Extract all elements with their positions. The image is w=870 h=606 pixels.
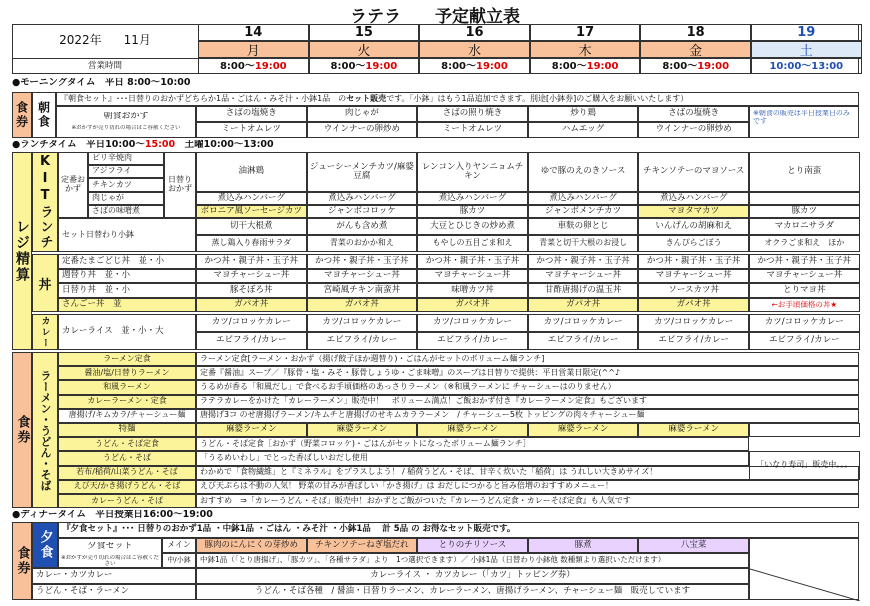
day-of-week: 水 xyxy=(419,41,530,58)
hours-start: 8:00～ xyxy=(662,60,698,72)
month-text: 11月 xyxy=(123,33,151,48)
tokusei-dish: 麻婆ラーメン xyxy=(196,423,307,437)
noodle-side-label: ラーメン・うどん・そば xyxy=(32,352,58,508)
tokusei-dish: 麻婆ラーメン xyxy=(307,423,418,437)
don-dish: かつ丼・親子丼・玉子丼 xyxy=(307,254,418,269)
kit-lunch-label: KITランチ xyxy=(32,152,58,252)
lunch-section-red: 15:00 xyxy=(144,140,176,150)
morning-set-bold: セット販売 xyxy=(346,93,387,103)
curry-dish-1: カツ/コロッケカレー xyxy=(417,314,528,332)
noodle-label: カレーうどん・そば xyxy=(58,494,196,508)
don-dish: とりマヨ丼 xyxy=(749,283,860,298)
kit-sub-dish-1: 煮込みハンバーグ xyxy=(528,192,639,205)
dinner-section-title: ●ディナータイム 平日授業日16:00～19:00 xyxy=(12,510,213,520)
day-date: 18 xyxy=(640,24,751,41)
kobachi-label: セット日替わり小鉢 xyxy=(58,218,196,252)
dinner-set-text: 『夕食セット』･･･ 日替りのおかず1品 ・中鉢1品 ・ごはん ・みそ汁 ・小鉢1品 計 5品 の お得なセット販売です。 xyxy=(58,522,859,538)
noodle-side-ticket: 食券 xyxy=(12,352,32,508)
morning-set-tail: です。「小鉢」はもう1品追加できます。別途[小鉢券]のご購入をお願いいたします） xyxy=(386,93,689,103)
don-dish: マヨチャーシュー丼 xyxy=(638,269,749,284)
dinner-main-dish: とりのチリソース xyxy=(417,538,528,553)
tokusei-label: 特麺 xyxy=(58,423,196,437)
teiban-item: さばの味噌煮 xyxy=(88,205,164,218)
hours-label: 営業時間 xyxy=(12,58,198,74)
teiban-item: チキンカツ xyxy=(88,178,164,191)
don-label: 日替り丼 並・小 xyxy=(58,283,196,298)
don-dish: 宮崎風チキン南蛮丼 xyxy=(307,283,418,298)
noodle-desc: 「うるめいわし」でとった香ばしいおだし使用 xyxy=(196,451,749,465)
noodle-desc: ラーメン定食[ラーメン・おかず（揚げ餃子ほか週替り)・ごはんがセットのボリューム麺ランチ] xyxy=(196,352,859,366)
dinner-label-note: ※おかずが売り切れの場合はご容赦ください xyxy=(60,554,160,567)
day-date: 15 xyxy=(309,24,420,41)
noodle-grid xyxy=(58,352,859,508)
kobachi-1: がんも含め煮 xyxy=(307,218,418,235)
kit-main-dish: ジューシーメンチカツ/麻婆豆腐 xyxy=(307,152,418,192)
dinner-sub-text: 中鉢1品（「とり唐揚げ」、「豚カツ」、「各種サラダ」より 1つ選択できます）／ 小鉢1品（日替わり小鉢他 数種類より選択いただけます） xyxy=(196,553,749,568)
don-dish: 味噌カツ丼 xyxy=(417,283,528,298)
morning-dish-1: さばの塩焼き xyxy=(196,106,307,122)
kit-sub-dish-2: 豚カツ xyxy=(417,205,528,218)
kit-sub-dish-1: 煮込みハンバーグ xyxy=(196,192,307,205)
curry-label: カレーライス 並・小・大 xyxy=(58,314,196,350)
kobachi-1: 切干大根煮 xyxy=(196,218,307,235)
curry-dish-2: エビフライ/カレー xyxy=(749,332,860,350)
day-hours xyxy=(640,58,751,74)
lunch-section-part1: ●ランチタイム 平日10:00～ xyxy=(12,140,145,150)
don-dish: ガパオ丼 xyxy=(638,298,749,313)
don-dish: かつ丼・親子丼・玉子丼 xyxy=(528,254,639,269)
curry-dish-2: エビフライ/カレー xyxy=(528,332,639,350)
morning-set-main: 『朝食セット』･･･日替りのおかずどちらか1品・ごはん・みそ汁・小鉢1品 の xyxy=(60,93,347,103)
page-title: ラテラ 予定献立表 xyxy=(350,7,520,27)
noodle-desc: うどん・そば定食［おかず（野菜コロッケ)・ごはんがセットになったボリューム麺ランチ］ xyxy=(196,437,749,451)
curry-dish-1: カツ/コロッケカレー xyxy=(528,314,639,332)
hours-end: 19:00 xyxy=(476,60,508,72)
day-date: 17 xyxy=(530,24,641,41)
dinner-main-dish: チキンソテーねぎ塩だれ xyxy=(307,538,418,553)
higawari-label: 日替りおかず xyxy=(164,152,196,218)
morning-section-title: ●モーニングタイム 平日 8:00～10:00 xyxy=(12,78,191,88)
curry-dish-2: エビフライ/カレー xyxy=(638,332,749,350)
noodle-desc: わかめで「食物繊維」と『ミネラル』をプラスしよう！ / 稲荷うどん・そば、甘辛く炊いた「稲荷」は うれしい大きめサイズ！ xyxy=(196,466,859,480)
dinner-side-label: 夕食 xyxy=(32,522,58,568)
noodle-desc: おすすめ ⇒「カレーうどん・そば」販売中！おかずとご飯がついた『カレーうどん定食・カレーそば定食』も人気です xyxy=(196,494,859,508)
noodle-label: うどん・そば xyxy=(58,451,196,465)
morning-note-cell xyxy=(749,106,859,138)
kobachi-2: 蒸し鶏入り春雨サラダ xyxy=(196,235,307,252)
hours-start: 8:00～ xyxy=(551,60,587,72)
day-of-week: 火 xyxy=(309,41,420,58)
saturday-closed-diagonal xyxy=(750,539,860,601)
don-dish: 豚そぼろ丼 xyxy=(196,283,307,298)
don-dish: ←お手頃価格の丼★ xyxy=(749,298,860,313)
hours-start: 8:00～ xyxy=(330,60,366,72)
day-columns xyxy=(198,24,859,74)
kit-main-dish: とり南蛮 xyxy=(749,152,860,192)
noodle-label: カレーラーメン・定食 xyxy=(58,395,196,409)
curry-dish-1: カツ/コロッケカレー xyxy=(638,314,749,332)
don-dish: かつ丼・親子丼・玉子丼 xyxy=(417,254,528,269)
don-dish: かつ丼・親子丼・玉子丼 xyxy=(196,254,307,269)
noodle-label: ラーメン定食 xyxy=(58,352,196,366)
teiban-item: 肉じゃが xyxy=(88,192,164,205)
dinner-label: 夕食セット xyxy=(87,542,133,551)
don-label: 定番たまごどじ丼 並・小 xyxy=(58,254,196,269)
dinner-mains xyxy=(196,538,749,553)
kobachi-2: もやしの五目ごま和え xyxy=(417,235,528,252)
don-dish: 甘酢唐揚げの温玉丼 xyxy=(528,283,639,298)
dinner-main-label: メイン xyxy=(162,538,196,553)
curry-dish-2: エビフライ/カレー xyxy=(196,332,307,350)
noodle-label: 若布/稲荷/山菜うどん・そば xyxy=(58,466,196,480)
don-dish: マヨチャーシュー丼 xyxy=(417,269,528,284)
dinner-main-dish: 八宝菜 xyxy=(638,538,749,553)
don-dish: ガパオ丼 xyxy=(196,298,307,313)
don-dish: かつ丼・親子丼・玉子丼 xyxy=(749,254,860,269)
hours-end: 19:00 xyxy=(586,60,619,72)
tokusei-dish: 麻婆ラーメン xyxy=(528,423,639,437)
inari-note: 「いなり寿司」販売中。。。 xyxy=(749,451,860,479)
day-hours xyxy=(419,58,530,74)
kobachi-2: オクラごま和え ほか xyxy=(749,235,860,252)
curry-dish-1: カツ/コロッケカレー xyxy=(749,314,860,332)
kobachi-2: きんぴらごぼう xyxy=(638,235,749,252)
don-dish: マヨチャーシュー丼 xyxy=(196,269,307,284)
day-date: 19 xyxy=(751,24,862,41)
morning-side-ticket: 食券 xyxy=(12,92,32,138)
morning-grid xyxy=(196,106,749,138)
kit-main-dish: 油淋鶏 xyxy=(196,152,307,192)
noodle-label: えび天/かき揚げうどん・そば xyxy=(58,480,196,494)
kit-main-dish: ゆで豚のえのきソース xyxy=(528,152,639,192)
day-hours xyxy=(530,58,641,74)
morning-set-text xyxy=(56,92,859,106)
kobachi-2: 青菜のおかか和え xyxy=(307,235,418,252)
don-dish: マヨチャーシュー丼 xyxy=(749,269,860,284)
hours-start: 10:00～13:00 xyxy=(769,60,844,72)
kit-sub-dish-1: 煮込みハンバーグ xyxy=(417,192,528,205)
dinner-udon-text: うどん・そば各種 / 醤油・日替りラーメン、カレーラーメン、唐揚げラーメン、チャーシュー麺 販売しています xyxy=(196,584,749,600)
don-grid xyxy=(58,254,859,312)
morning-dish-1: さばの塩焼き xyxy=(638,106,749,122)
morning-side-breakfast: 朝食 xyxy=(32,92,56,138)
morning-label-note: ※おかずが売り切れの場合はご容赦ください xyxy=(71,124,181,131)
dinner-main-dish: 豚肉のにんにくの芽炒め xyxy=(196,538,307,553)
morning-dish-2: ウインナーの卵炒め xyxy=(638,122,749,138)
lunch-section-title xyxy=(12,140,274,150)
kobachi-1: 車麩の卵とじ xyxy=(528,218,639,235)
morning-dish-2: ウインナーの卵炒め xyxy=(307,122,418,138)
don-dish: マヨチャーシュー丼 xyxy=(528,269,639,284)
dinner-saturday-closed xyxy=(749,538,859,600)
curry-dish-2: エビフライ/カレー xyxy=(307,332,418,350)
hours-end: 19:00 xyxy=(697,60,730,72)
dinner-katsu-label: カレー・カツカレー xyxy=(32,568,196,584)
don-dish: マヨチャーシュー丼 xyxy=(307,269,418,284)
dinner-side-ticket: 食券 xyxy=(12,522,32,600)
don-dish: ガパオ丼 xyxy=(307,298,418,313)
tokusei-dish: 麻婆ラーメン xyxy=(417,423,528,437)
dinner-udon-label: うどん・そば・ラーメン xyxy=(32,584,196,600)
don-dish: ガパオ丼 xyxy=(528,298,639,313)
kobachi-2: 青菜と切干大根のお浸し xyxy=(528,235,639,252)
tokusei-dish: 麻婆ラーメン xyxy=(638,423,749,437)
don-label: さんごー丼 並 xyxy=(58,298,196,313)
dinner-main-dish: 豚煮 xyxy=(528,538,639,553)
dinner-label-cell xyxy=(58,538,162,568)
day-of-week: 土 xyxy=(751,41,862,58)
kit-sub-dish-1: 煮込みハンバーグ xyxy=(307,192,418,205)
curry-dish-1: カツ/コロッケカレー xyxy=(307,314,418,332)
curry-dish-2: エビフライ/カレー xyxy=(417,332,528,350)
day-of-week: 金 xyxy=(640,41,751,58)
day-date: 16 xyxy=(419,24,530,41)
don-dish: ソースカツ丼 xyxy=(638,283,749,298)
kobachi-1: 大豆とひじきの炒め煮 xyxy=(417,218,528,235)
morning-dish-2: ミートオムレツ xyxy=(417,122,528,138)
lunch-side-register: レジ精算 xyxy=(12,152,32,350)
kit-main-dish: チキンソテーのマヨソース xyxy=(638,152,749,192)
don-dish: ガパオ丼 xyxy=(417,298,528,313)
morning-note: ※朝食の販売は平日授業日のみです xyxy=(753,110,850,125)
kit-main-dish: レンコン入りヤンニョムチキン xyxy=(417,152,528,192)
day-of-week: 木 xyxy=(530,41,641,58)
don-dish: かつ丼・親子丼・玉子丼 xyxy=(638,254,749,269)
day-hours xyxy=(309,58,420,74)
teiban-item: アジフライ xyxy=(88,165,164,178)
noodle-label: うどん・そば定食 xyxy=(58,437,196,451)
kit-sub-dish-2: ジャンボメンチカツ xyxy=(528,205,639,218)
kit-sub-dish-2: ジャンボコロッケ xyxy=(307,205,418,218)
hours-end: 19:00 xyxy=(365,60,398,72)
noodle-desc: 唐揚げ3コ のせ唐揚げラーメン/キムチと唐揚げのせキムカララーメン / チャーシュー5枚 トッピングの肉々チャーシュー麺 xyxy=(196,409,859,423)
kit-sub-dish-2: ボロニア風ソーセージカツ xyxy=(196,205,307,218)
day-date: 14 xyxy=(198,24,309,41)
noodle-desc: えび天ぷらは不動の人気！ 野菜の甘みが香ばしい「かき揚げ」は おだしにつかると旨み倍増のおすすめメニュー！ xyxy=(196,480,859,494)
year-text: 2022年 xyxy=(59,33,102,48)
teiban-label: 定番おかず xyxy=(58,152,88,218)
hours-start: 8:00～ xyxy=(219,60,255,72)
noodle-desc: 定番『醤油』スープ／『豚骨・塩・みそ・豚骨しょうゆ・ごま味噌』のスープは日替りで提供：平日営業日限定(^^♪ xyxy=(196,366,859,380)
noodle-label: 唐揚げ/キムカラ/チャーシュー麺 xyxy=(58,409,196,423)
kit-sub-dish-1 xyxy=(749,192,860,205)
don-side-label: 丼 xyxy=(32,254,58,312)
day-of-week: 月 xyxy=(198,41,309,58)
kit-sub-dish-2: マヨタマカツ xyxy=(638,205,749,218)
curry-dish-1: カツ/コロッケカレー xyxy=(196,314,307,332)
kobachi-1: いんげんの胡麻和え xyxy=(638,218,749,235)
noodle-label: 醤油/塩/日替りラーメン xyxy=(58,366,196,380)
hours-end: 19:00 xyxy=(254,60,287,72)
teiban-list xyxy=(88,152,164,218)
dinner-sub-label: 中/小鉢 xyxy=(162,553,196,568)
teiban-item: ピリ辛焼肉 xyxy=(88,152,164,165)
morning-dish-2: ミートオムレツ xyxy=(196,122,307,138)
year-month xyxy=(12,24,198,58)
day-hours xyxy=(751,58,862,74)
morning-dish-1: 肉じゃが xyxy=(307,106,418,122)
morning-dish-2: ハムエッグ xyxy=(528,122,639,138)
noodle-desc: ラテラカレーをかけた「カレーラーメン」販売中！ ボリューム満点！ご飯おかず付き『カレーラーメン定食』もございます xyxy=(196,395,859,409)
noodle-label: 和風ラーメン xyxy=(58,380,196,394)
kit-sub-dish-1: 煮込みハンバーグ xyxy=(638,192,749,205)
curry-side-label: カレー xyxy=(32,314,58,350)
morning-dish-1: 炒り鶏 xyxy=(528,106,639,122)
kit-grid xyxy=(196,152,859,252)
kobachi-1: マカロニサラダ xyxy=(749,218,860,235)
dinner-katsu-text: カレーライス ・ カツカレー（「カツ」トッピング券） xyxy=(196,568,749,584)
kit-sub-dish-2: 豚カツ xyxy=(749,205,860,218)
curry-grid xyxy=(196,314,859,350)
hours-start: 8:00～ xyxy=(441,60,476,72)
noodle-desc: うるめが香る「和風だし」で食べるお手頃価格のあっさりラーメン（※和風ラーメンに チャーシューはのりません） xyxy=(196,380,859,394)
tokusei-empty xyxy=(749,423,860,437)
day-hours xyxy=(198,58,309,74)
morning-label-cell xyxy=(56,106,196,138)
don-label: 週替り丼 並・小 xyxy=(58,269,196,284)
morning-label: 朝食おかず xyxy=(103,112,149,121)
morning-dish-1: さばの照り焼き xyxy=(417,106,528,122)
lunch-section-part2: 土曜10:00～13:00 xyxy=(175,140,274,150)
